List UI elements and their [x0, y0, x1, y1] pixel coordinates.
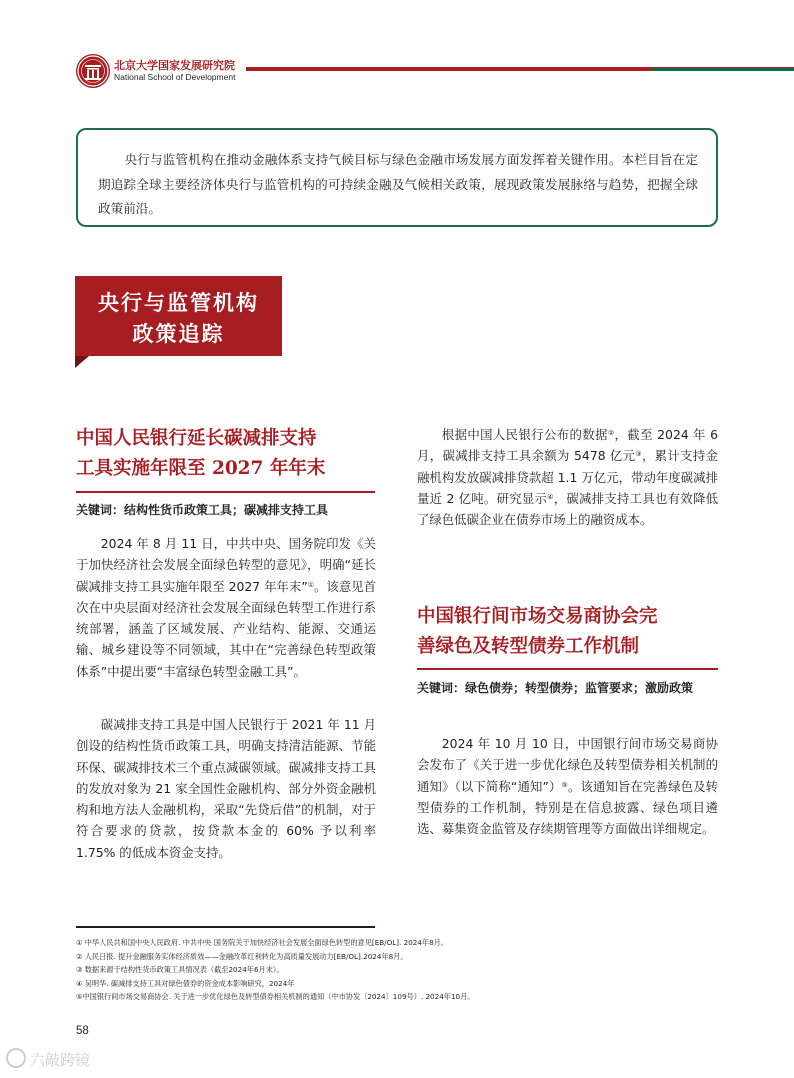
article1-paragraph-3-text-d: ，碳减排支持工具也有效降低了绿色低碳企业在债券市场上的融资成本。 [417, 490, 719, 528]
article2-paragraph-1-text-a: 2024 年 10 月 10 日，中国银行间市场交易商协会发布了《关于进一步优化绿色及转型债券相关机制的通知》（以下简称“通知”） [417, 736, 718, 794]
watermark-icon [6, 1048, 26, 1068]
article2-title-line1: 中国银行间市场交易商协会完 [417, 606, 658, 627]
article2-footnote-ref-5: ⑤ [561, 780, 568, 789]
article2-title-line2: 善绿色及转型债券工作机制 [417, 636, 640, 657]
article2-paragraph-1-text-b: 。该通知旨在完善绿色及转型债券的工作机制，特别是在信息披露、绿色项目遴选、募集资金监管及存续期管理等方面做出详细规定。 [417, 778, 719, 837]
footnote-2: ② 人民日报. 提升金融服务实体经济质效——金融改革红利转化为高质量发展动力[EB/OL].2024年8月。 [76, 951, 408, 961]
watermark-text: 六敲跨镜 [30, 1051, 91, 1069]
intro-text: 央行与监管机构在推动金融体系支持气候目标与绿色金融市场发展方面发挥着关键作用。本栏目旨在定期追踪全球主要经济体央行与监管机构的可持续金融及气候相关政策，展现政策发展脉络与趋势，把握全球政策前沿。 [98, 152, 698, 216]
section-banner-title-line2: 政策追踪 [132, 322, 225, 346]
article1-title-rule [76, 491, 375, 493]
article1-title-line2: 工具实施年限至 2027 年年末 [76, 458, 326, 479]
footnote-4: ④ 吴明华. 碳减排支持工具对绿色债券的资金成本影响研究，2024年 [76, 978, 295, 988]
institution-name-en: National School of Development [114, 72, 236, 82]
article2-title-rule [417, 668, 718, 670]
article2-keywords: 关键词：绿色债券；转型债券；监管要求；激励政策 [417, 681, 694, 695]
article1-paragraph-1 [76, 533, 376, 682]
article1-footnote-ref-2: ② [607, 429, 615, 437]
section-banner-tail [75, 356, 89, 368]
footnote-rule [76, 926, 375, 928]
article1-paragraph-3-text-b: ，截至 2024 年 6 月，碳减排支持工具余额为 5478 亿元 [417, 427, 719, 464]
footnote-5: ⑤中国银行间市场交易商协会. 关于进一步优化绿色及转型债券相关机制的通知（中市协发〔2024〕109号）. 2024年10月。 [76, 992, 475, 1001]
institution-name-cn: 北京大学国家发展研究院 [114, 59, 235, 72]
article1-paragraph-1-text-b: 。该意见首次在中央层面对经济社会发展全面绿色转型工作进行系统部署，涵盖了区域发展、产业结构、能源、交通运输、城乡建设等不同领域，其中在“完善绿色转型政策体系”中提出要“丰富绿色转型金融工具”。 [76, 578, 376, 679]
article1-title-line1: 中国人民银行延长碳减排支持 [76, 428, 317, 449]
article1-footnote-ref-3: ③ [635, 450, 642, 459]
institution-logo-icon [76, 54, 110, 88]
intro-box [76, 128, 718, 227]
institution-logo [76, 54, 110, 88]
article1-paragraph-3 [417, 424, 718, 530]
section-banner-title-line1: 央行与监管机构 [98, 291, 259, 315]
article1-footnote-ref-4: ④ [547, 492, 554, 501]
article1-paragraph-1-text-a: 2024 年 8 月 11 日，中共中央、国务院印发《关于加快经济社会发展全面绿色转型的意见》，明确“延长碳减排支持工具实施年限至 2027 年年末” [76, 536, 376, 594]
footnote-1: ① 中华人民共和国中央人民政府. 中共中央 国务院关于加快经济社会发展全面绿色转型的意见[EB/OL]. 2024年8月。 [76, 938, 449, 947]
article1-footnote-ref-1: ① [307, 580, 315, 589]
article1-keywords: 关键词：结构性货币政策工具；碳减排支持工具 [76, 503, 329, 517]
footnote-3: ③ 数据来源于结构性货币政策工具情况表（截至2024年6月末）。 [76, 965, 284, 974]
article1-paragraph-3-text-a: 根据中国人民银行公布的数据 [441, 427, 608, 442]
page-number: 58 [76, 1025, 89, 1037]
section-banner [75, 276, 282, 356]
article2-paragraph-1 [417, 733, 718, 839]
article1-paragraph-2: 碳减排支持工具是中国人民银行于 2021 年 11 月创设的结构性货币政策工具，明确支持清洁能源、节能环保、碳减排技术三个重点减碳领域。碳减排支持工具的发放对象为 21 家全国性金融机构、部分外资金融机构和地方法人金融机构，采取“先贷后借”的机制，对于符合要求的贷款，按贷款本金的 60% 予以利率 1.75% 的低成本资金支持。 [76, 717, 376, 860]
header-rule-accent [652, 68, 794, 71]
article1-paragraph-3-text-c: ，累计支持金融机构发放碳减排贷款超 1.1 万亿元，带动年度碳减排量近 2 亿吨。研究显示 [417, 448, 718, 506]
footnotes [76, 936, 596, 1004]
